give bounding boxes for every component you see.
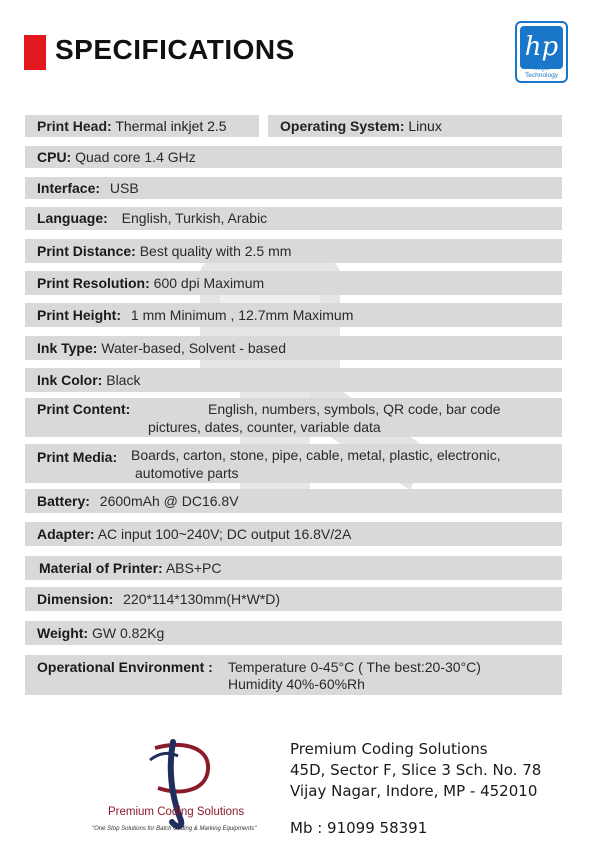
spec-label: Print Resolution:: [37, 275, 150, 291]
title-accent-bar: [24, 35, 46, 70]
footer-address-line1: 45D, Sector F, Slice 3 Sch. No. 78: [290, 761, 542, 779]
spec-battery: [25, 489, 562, 513]
spec-value: Thermal inkjet 2.5: [115, 118, 227, 134]
spec-operational-environment: [25, 655, 562, 695]
spec-value-line1: English, numbers, symbols, QR code, bar code: [208, 401, 501, 417]
spec-label: Print Head:: [37, 118, 112, 134]
spec-print-distance: [25, 239, 562, 263]
spec-label: Ink Color:: [37, 372, 103, 388]
spec-value: Linux: [408, 118, 442, 134]
spec-label: CPU:: [37, 149, 72, 165]
spec-label: Weight:: [37, 625, 89, 641]
spec-label: Operating System:: [280, 118, 405, 134]
spec-value: USB: [109, 180, 139, 196]
spec-value: 2600mAh @ DC16.8V: [99, 493, 239, 509]
spec-value-line2: pictures, dates, counter, variable data: [148, 419, 381, 435]
spec-value: 1 mm Minimum , 12.7mm Maximum: [130, 307, 354, 323]
spec-value: 600 dpi Maximum: [153, 275, 265, 291]
footer-address-line2: Vijay Nagar, Indore, MP - 452010: [290, 782, 538, 800]
spec-print-height: [25, 303, 562, 327]
spec-label: Dimension:: [37, 591, 114, 607]
spec-cpu: [25, 146, 562, 168]
spec-print-media: [25, 444, 562, 483]
badge-caption: Inkjet Technology: [525, 65, 558, 79]
spec-value: Quad core 1.4 GHz: [75, 149, 196, 165]
spec-label: Material of Printer:: [39, 560, 163, 576]
spec-value-line2: automotive parts: [135, 465, 239, 481]
spec-value: GW 0.82Kg: [91, 625, 165, 641]
spec-value: Water-based, Solvent - based: [101, 340, 286, 356]
spec-value: 220*114*130mm(H*W*D): [123, 591, 281, 607]
spec-value: Best quality with 2.5 mm: [139, 243, 292, 259]
spec-label: Print Height:: [37, 307, 121, 323]
spec-material: [25, 556, 562, 580]
spec-print-head: [25, 115, 259, 137]
spec-ink-type: [25, 336, 562, 360]
spec-label: Interface:: [37, 180, 101, 196]
spec-operating-system: [268, 115, 562, 137]
footer-mobile: Mb : 91099 58391: [290, 819, 428, 837]
logo-tagline: "One Stop Solutions for Batch Coding & Marking Equipments": [92, 826, 257, 832]
hp-logo-icon: hp: [520, 26, 563, 69]
spec-value-line1: Temperature 0-45°C ( The best:20-30°C): [228, 659, 481, 675]
spec-label: Adapter:: [37, 526, 95, 542]
spec-print-resolution: [25, 271, 562, 295]
premium-coding-logo-icon: [100, 730, 280, 840]
spec-weight: [25, 621, 562, 645]
spec-value: English, Turkish, Arabic: [121, 210, 268, 226]
spec-value: Black: [106, 372, 141, 388]
spec-label: Operational Environment :: [37, 659, 213, 675]
hp-inkjet-badge: [515, 21, 568, 83]
spec-label: Language:: [37, 210, 108, 226]
spec-value: AC input 100~240V; DC output 16.8V/2A: [97, 526, 352, 542]
spec-language: [25, 207, 562, 230]
spec-value-line2: Humidity 40%-60%Rh: [228, 676, 365, 692]
spec-label: Print Content:: [37, 401, 131, 417]
spec-ink-color: [25, 368, 562, 392]
footer-company-name: Premium Coding Solutions: [290, 740, 488, 758]
spec-dimension: [25, 587, 562, 611]
spec-value-line1: Boards, carton, stone, pipe, cable, metal, plastic, electronic,: [131, 447, 501, 463]
spec-print-content: [25, 398, 562, 437]
logo-company-name: Premium Coding Solutions: [108, 806, 245, 818]
spec-label: Print Distance:: [37, 243, 136, 259]
page-title: SPECIFICATIONS: [55, 34, 295, 65]
spec-value: ABS+PC: [165, 560, 222, 576]
spec-label: Ink Type:: [37, 340, 98, 356]
spec-interface: [25, 177, 562, 199]
spec-label: Battery:: [37, 493, 90, 509]
spec-adapter: [25, 522, 562, 546]
spec-label: Print Media:: [37, 449, 118, 465]
